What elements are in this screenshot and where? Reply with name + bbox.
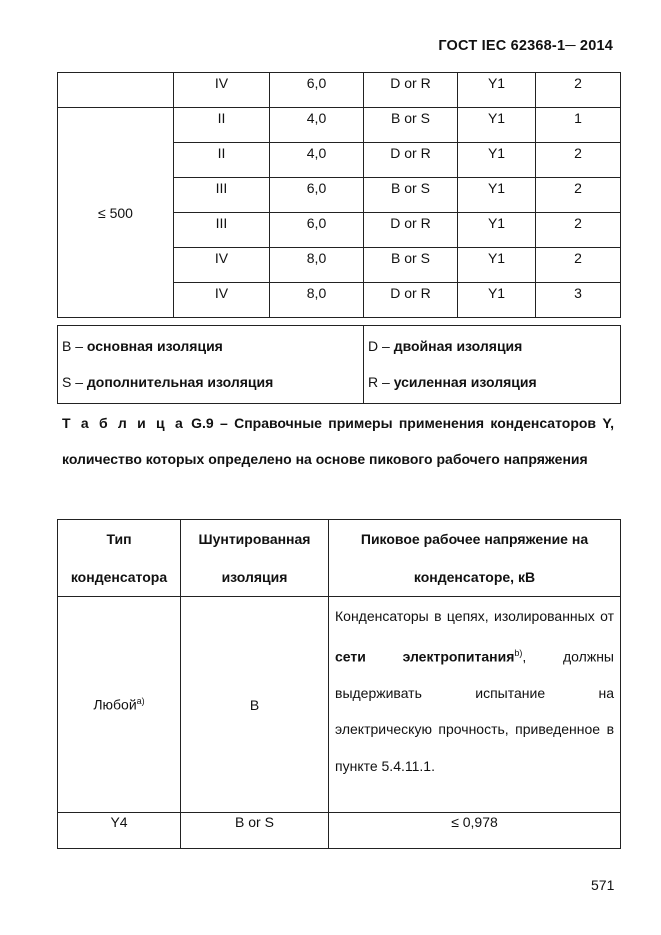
table-cell: IV: [174, 248, 270, 283]
table-cell: Y1: [458, 178, 536, 213]
table-cell: 8,0: [270, 283, 364, 318]
table-cell: B or S: [364, 108, 458, 143]
table-caption: Т а б л и ц а G.9 – Справочные примеры применения конденсаторов Y, количество которых определено на основе пикового рабочего напряжения: [62, 415, 615, 467]
header-voltage: Пиковое рабочее напряжение на конденсаторе, кВ: [329, 520, 621, 597]
table-cell: 2: [536, 73, 621, 108]
page-number: 571: [591, 877, 615, 893]
table-cell: 3: [536, 283, 621, 318]
table-row: [58, 73, 621, 108]
table-cell: 6,0: [270, 213, 364, 248]
table-cell: 2: [536, 213, 621, 248]
type-cell: Y4: [58, 813, 181, 849]
header-type: Тип конденсатора: [58, 520, 181, 597]
table-cell: 6,0: [270, 178, 364, 213]
table-cell: 2: [536, 178, 621, 213]
table-cell: 8,0: [270, 248, 364, 283]
table-cell: II: [174, 108, 270, 143]
table-cell: 2: [536, 143, 621, 178]
table-cell: B or S: [364, 178, 458, 213]
table-cell: III: [174, 178, 270, 213]
legend-item-b: B – основная изоляция: [62, 338, 223, 354]
voltage-cell: ≤ 0,978: [329, 813, 621, 849]
capacitor-table: [57, 519, 621, 849]
table-cell: 4,0: [270, 108, 364, 143]
legend-left: [58, 326, 364, 404]
table-cell: B or S: [364, 248, 458, 283]
table-row: [58, 813, 621, 849]
table-cell: Y1: [458, 283, 536, 318]
table-cell: Y1: [458, 213, 536, 248]
table-cell: 1: [536, 108, 621, 143]
table-row: [58, 108, 621, 143]
table-cell: Y1: [458, 248, 536, 283]
table-cell: Y1: [458, 143, 536, 178]
table-cell: D or R: [364, 143, 458, 178]
table-cell: 2: [536, 248, 621, 283]
voltage-range-cell: ≤ 500: [58, 108, 174, 318]
description-cell: Конденсаторы в цепях, изолированных от сети электропитания$^{b)}$, должны выдерживать испытание на электрическую прочность, приведенное в пункте 5.4.11.1.: [329, 597, 621, 813]
table-cell: Y1: [458, 73, 536, 108]
table-cell: 4,0: [270, 143, 364, 178]
legend-right: [364, 326, 621, 404]
header-insulation: Шунтированная изоляция: [181, 520, 329, 597]
table-cell: D or R: [364, 213, 458, 248]
insulation-table-continued: [57, 72, 621, 318]
standard-header: ГОСТ IEC 62368-1─ 2014: [438, 38, 613, 54]
legend-item-r: R – усиленная изоляция: [368, 374, 537, 390]
empty-cell: [58, 73, 174, 108]
table-cell: II: [174, 143, 270, 178]
table-cell: III: [174, 213, 270, 248]
insulation-cell: B: [181, 597, 329, 813]
insulation-cell: B or S: [181, 813, 329, 849]
table-cell: D or R: [364, 73, 458, 108]
legend-item-s: S – дополнительная изоляция: [62, 374, 274, 390]
legend-item-d: D – двойная изоляция: [368, 338, 523, 354]
table-cell: IV: [174, 283, 270, 318]
table-cell: 6,0: [270, 73, 364, 108]
table-header-row: [58, 520, 621, 597]
type-cell: Любой$^{a)}$: [58, 597, 181, 813]
legend-table: [57, 325, 621, 404]
table-cell: IV: [174, 73, 270, 108]
table-cell: D or R: [364, 283, 458, 318]
table-row: [58, 597, 621, 813]
table-cell: Y1: [458, 108, 536, 143]
